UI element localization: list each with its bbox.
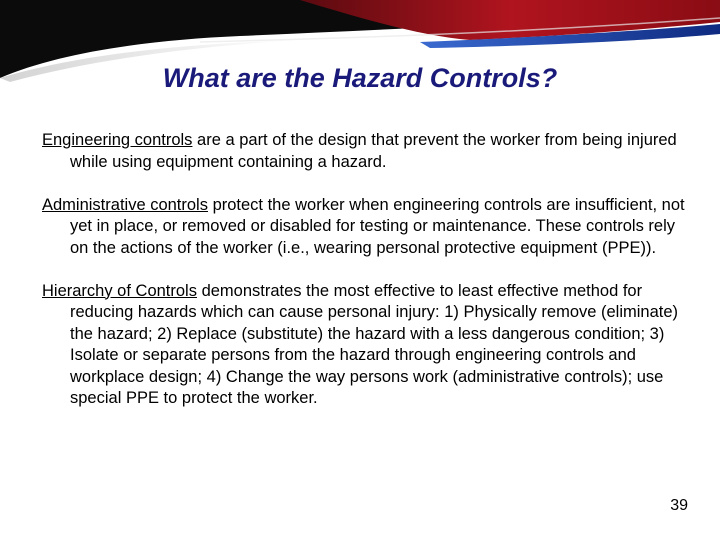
page-title: What are the Hazard Controls? <box>162 63 558 93</box>
paragraph-text: demonstrates the most effective to least effective method for reducing hazards which can cause personal injury: 1) Physically remove (eliminate) the hazard; 2) Replace (substitute) the hazard with a less dangerous condition; 3) Isolate or separate persons from the hazard through engineering controls and workplace design; 4) Change the way persons work (administrative controls); use special PPE to protect the worker. <box>70 281 679 407</box>
paragraph-text: protect the worker when engineering controls are insufficient, not yet in place, or removed or disabled for testing or maintenance. These controls rely on the actions of the worker (i.e., wearing personal protective equipment (PPE)). <box>70 195 685 257</box>
paragraph-administrative-controls <box>42 195 692 260</box>
term-hierarchy-of-controls: Hierarchy of Controls <box>42 281 197 300</box>
page-number: 39 <box>670 497 688 514</box>
slide-body <box>42 130 692 431</box>
term-administrative-controls: Administrative controls <box>42 195 208 214</box>
paragraph-hierarchy-of-controls <box>42 281 692 410</box>
paragraph-text: are a part of the design that prevent the worker from being injured while using equipment containing a hazard. <box>70 131 677 171</box>
paragraph-engineering-controls <box>42 130 692 173</box>
term-engineering-controls: Engineering controls <box>42 131 193 149</box>
